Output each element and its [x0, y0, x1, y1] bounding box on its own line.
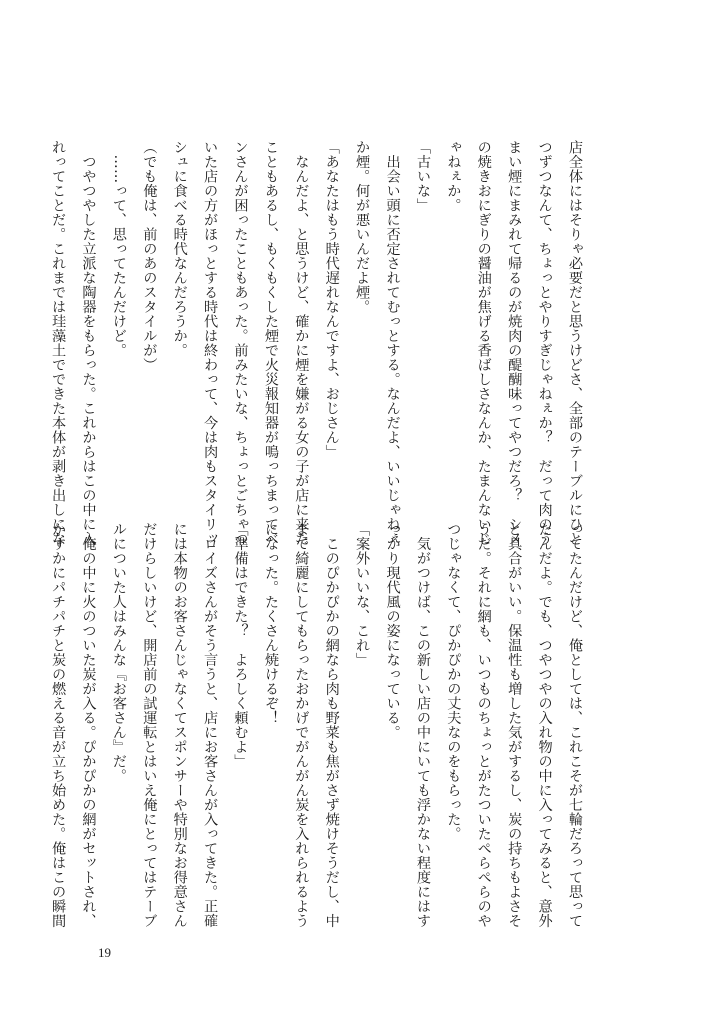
text-line: だけらしいけど、開店前の試運転とはいえ俺にとってはテーブ: [141, 522, 158, 928]
text-line: ロイズさんがそう言うと、店にお客さんが入ってきた。正確: [202, 522, 219, 928]
text-line: 俺の中に火のついた炭が入る。ぴかぴかの網がセットされ、: [80, 522, 97, 928]
text-line: 「あなたはもう時代遅れなんですよ、おじさん」: [323, 140, 340, 459]
text-line: か煙。何が悪いんだよ煙。: [354, 140, 371, 314]
text-block-bottom: [50, 522, 590, 928]
text-line: っかり現代風の姿になっている。: [384, 522, 401, 740]
text-line: 「案外いいな、これ」: [354, 522, 371, 667]
text-line: 店全体にはそりゃ必要だと思うけどさ、全部のテーブルにひと: [567, 140, 583, 546]
text-line: こともあるし、もくもくした煙で火災報知器が鳴っちまってベ: [262, 140, 279, 546]
text-line: ルについた人はみんな『お客さん』だ。: [110, 522, 127, 783]
text-line: ……って、思ってたんだけど。: [110, 140, 127, 358]
text-line: うだ。それに網も、いつものちょっとがたついたぺらぺらのや: [475, 522, 492, 928]
text-line: れってことだ。これまでは珪藻土でできた本体が剥き出しにな: [50, 140, 67, 546]
text-line: と具合がいい。保温性も増した気がするし、炭の持ちもよさそ: [506, 522, 523, 928]
page-number: 19: [98, 945, 111, 960]
text-line: 出会い頭に否定されてむっとする。なんだよ、いいじゃねぇ: [384, 140, 401, 546]
text-line: このぴかぴかの網なら肉も野菜も焦がさず焼けそうだし、中: [323, 522, 340, 928]
text-line: かすかにパチパチと炭の燃える音が立ち始めた。俺はこの瞬間: [50, 522, 67, 928]
text-line: になった。たくさん焼けるぞ！: [262, 522, 279, 725]
text-line: つやつやした立派な陶器をもらった。これからはこの中に入: [80, 140, 97, 546]
text-line: まい煙にまみれて帰るのが焼肉の醍醐味ってやつだろ？ シメ: [506, 140, 523, 546]
text-line: なんだよ、と思うけど、確かに煙を嫌がる女の子が店に来た: [293, 140, 310, 546]
text-line: つずつなんて、ちょっとやりすぎじゃねぇか？ だって肉のう: [536, 140, 553, 546]
text-line: まで綺麗にしてもらったおかげでがんがん炭を入れられるよう: [293, 522, 310, 928]
text-line: ってたんだけど、俺としては、これこそが七輪だろって思って: [567, 522, 583, 928]
text-block-top: [50, 140, 590, 546]
text-line: ゃねぇか。: [445, 140, 462, 213]
text-line: いた店の方がほっとする時代は終わって、今は肉もスタイリッ: [202, 140, 219, 546]
text-line: シュに食べる時代なんだろうか。: [171, 140, 188, 358]
text-line: （でも俺は、前のあのスタイルが）: [141, 140, 158, 372]
text-line: 「古いな」: [414, 140, 431, 213]
text-line: の焼きおにぎりの醤油が焦げる香ばしさなんか、たまんないじ: [475, 140, 492, 546]
text-line: たんだよ。でも、つやつやの入れ物の中に入ってみると、意外: [536, 522, 553, 928]
text-line: 「準備はできた？ よろしく頼むよ」: [232, 522, 249, 769]
text-line: つじゃなくて、ぴかぴかの丈夫なのをもらった。: [445, 522, 462, 841]
text-line: には本物のお客さんじゃなくてスポンサーや特別なお得意さん: [171, 522, 188, 928]
text-line: ンさんが困ったこともあった。前みたいな、ちょっとごちゃつ: [232, 140, 249, 546]
text-line: 気がつけば、この新しい店の中にいても浮かない程度にはす: [414, 522, 431, 928]
